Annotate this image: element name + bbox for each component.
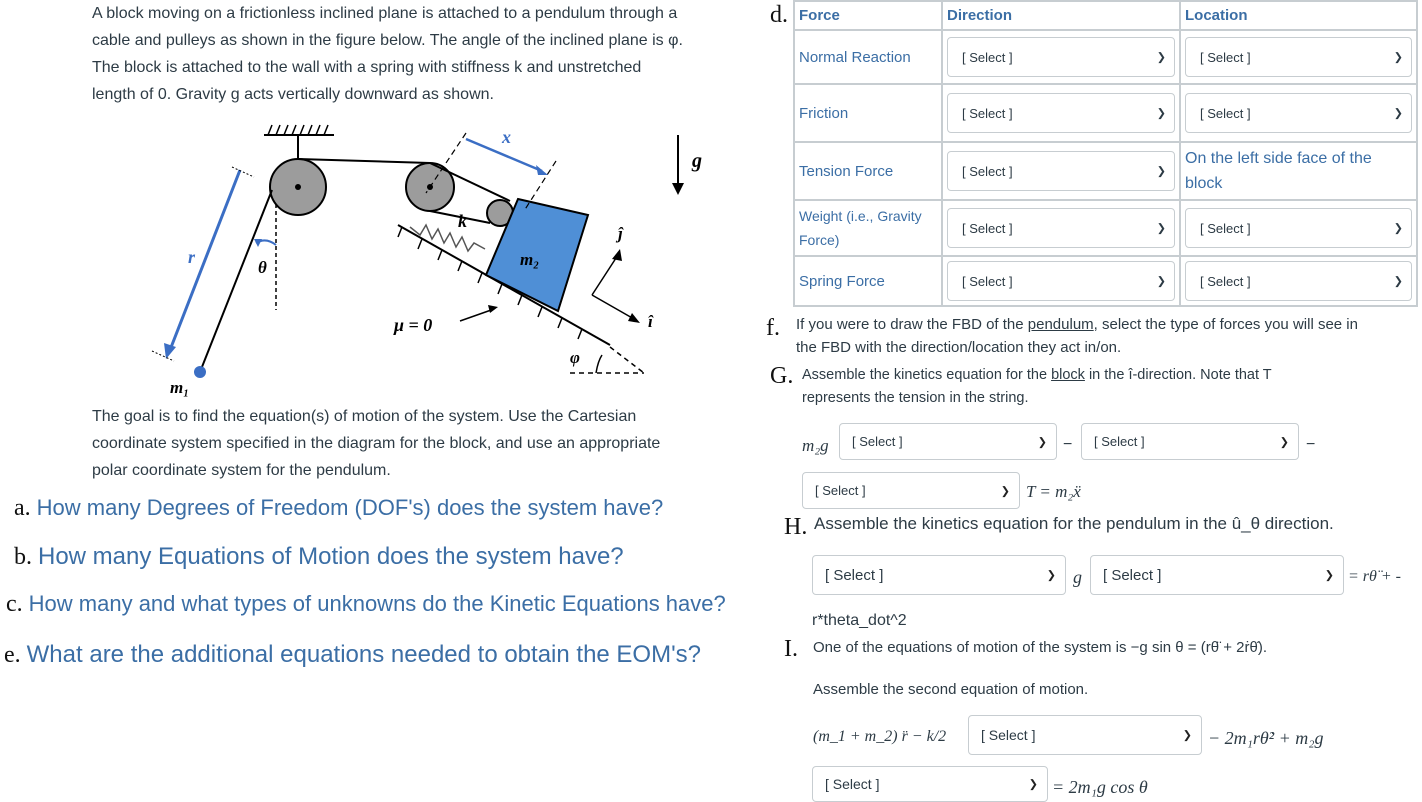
label-j: ĵ [618, 224, 623, 243]
label-g: g [692, 150, 702, 172]
table-row [794, 142, 1417, 200]
i-eq-prefix: (m_1 + m_2) r̈ − k/2 [813, 728, 947, 745]
question-mark: c. [6, 591, 23, 617]
header-direction: Direction [942, 1, 1180, 30]
section-h-text: Assemble the kinetics equation for the pendulum in the û_θ direction. [814, 514, 1334, 533]
pendulum-link[interactable]: pendulum [1027, 316, 1094, 333]
table-row [794, 30, 1417, 84]
direction-select[interactable]: [ Select ] ❯ [947, 151, 1175, 191]
i-select-2[interactable]: [ Select ] ❯ [812, 766, 1048, 802]
block-link[interactable]: block [1051, 367, 1085, 383]
section-f-text: If you were to draw the FBD of the pendulum, select the type of forces you will see in the FBD with the direction/location they act in/on. [796, 316, 1358, 356]
location-text: On the left side face of the block [1180, 142, 1417, 200]
table-row [794, 200, 1417, 256]
intro-line: A block moving on a frictionless inclined plane is attached to a pendulum through a [92, 5, 678, 22]
section-g-text: Assemble the kinetics equation for the block in the î-direction. Note that T represents the tension in the string. [802, 367, 1272, 406]
goal-line: polar coordinate system for the pendulum. [92, 462, 391, 479]
chevron-down-icon: ❯ [1182, 729, 1192, 742]
label-i: î [648, 312, 653, 331]
direction-select[interactable]: [ Select ] ❯ [947, 261, 1175, 301]
g-select-3[interactable]: [ Select ] ❯ [802, 472, 1020, 509]
chevron-down-icon: ❯ [1156, 165, 1166, 178]
question-mark: b. [14, 544, 32, 570]
label-m1: m₁ [170, 378, 190, 397]
section-g-mark: G. [770, 363, 794, 389]
section-f-mark: f. [766, 315, 780, 341]
question-a [14, 495, 663, 522]
label-x: x [502, 127, 511, 147]
goal-line: The goal is to find the equation(s) of motion of the system. Use the Cartesian [92, 408, 637, 425]
chevron-down-icon: ❯ [1393, 222, 1403, 235]
label-m2: m₂ [520, 250, 540, 269]
section-i-line2: Assemble the second equation of motion. [813, 681, 1089, 698]
force-name: Weight (i.e., Gravity Force) [794, 200, 942, 256]
h-eq-suffix: = rθ̈ + - [1348, 568, 1402, 585]
g-eq-suffix: T = m₂ẍ [1026, 482, 1081, 501]
table-row [794, 84, 1417, 142]
h-select-1[interactable]: [ Select ] ❯ [812, 555, 1066, 595]
i-eq-suffix: = 2m₁g cos θ [1052, 777, 1148, 797]
direction-select[interactable]: [ Select ] ❯ [947, 208, 1175, 248]
chevron-down-icon: ❯ [1156, 222, 1166, 235]
goal-line: coordinate system specified in the diagram for the block, and use an appropriate [92, 435, 661, 452]
g-minus-2: − [1306, 436, 1316, 453]
chevron-down-icon: ❯ [1000, 485, 1010, 497]
label-r: r [188, 247, 196, 267]
header-location: Location [1180, 1, 1417, 30]
problem-intro [92, 0, 772, 108]
section-i-mark: I. [784, 636, 798, 662]
intro-line: cable and pulleys as shown in the figure below. The angle of the inclined plane is φ. [92, 32, 683, 49]
chevron-down-icon: ❯ [1393, 275, 1403, 288]
label-k: k [458, 211, 467, 231]
chevron-down-icon: ❯ [1324, 569, 1334, 582]
label-phi: φ [570, 348, 580, 367]
h-eq-mid: g [1073, 567, 1082, 587]
question-b [14, 543, 624, 571]
chevron-down-icon: ❯ [1046, 569, 1056, 582]
question-text: How many Equations of Motion does the system have? [38, 543, 624, 570]
chevron-down-icon: ❯ [1393, 107, 1403, 120]
chevron-down-icon: ❯ [1393, 51, 1403, 64]
g-select-1[interactable]: [ Select ] ❯ [839, 423, 1057, 460]
force-name: Tension Force [794, 142, 942, 200]
h-answer-text: r*theta_dot^2 [812, 612, 907, 629]
chevron-down-icon: ❯ [1156, 51, 1166, 64]
problem-goal [92, 403, 772, 484]
force-name: Normal Reaction [794, 30, 942, 84]
chevron-down-icon: ❯ [1037, 436, 1047, 448]
force-name: Spring Force [794, 256, 942, 306]
i-eq-mid: − 2m₁rθ̇² + m₂g [1208, 728, 1324, 748]
location-select[interactable]: [ Select ] ❯ [1185, 37, 1412, 77]
pendulum-mass [194, 366, 206, 378]
question-text: What are the additional equations needed to obtain the EOM's? [26, 641, 702, 668]
g-select-2[interactable]: [ Select ] ❯ [1081, 423, 1299, 460]
i-select-1[interactable]: [ Select ] ❯ [968, 715, 1202, 755]
question-mark: a. [14, 495, 31, 521]
system-figure [140, 115, 730, 400]
location-select[interactable]: [ Select ] ❯ [1185, 208, 1412, 248]
direction-select[interactable]: [ Select ] ❯ [947, 37, 1175, 77]
table-header-row [794, 1, 1417, 30]
g-eq-prefix: m₂g [802, 436, 829, 455]
question-e [4, 641, 701, 669]
label-theta: θ [258, 258, 267, 277]
chevron-down-icon: ❯ [1279, 436, 1289, 448]
section-i-line1: One of the equations of motion of the system is −g sin θ = (rθ̈ + 2ṙθ̇). [813, 639, 1267, 656]
table-row [794, 256, 1417, 306]
header-force: Force [794, 1, 942, 30]
label-mu: μ = 0 [394, 315, 433, 335]
question-text: How many and what types of unknowns do the Kinetic Equations have? [28, 591, 726, 616]
section-h-mark: H. [784, 514, 808, 540]
chevron-down-icon: ❯ [1028, 778, 1038, 791]
g-minus-1: − [1063, 436, 1073, 453]
chevron-down-icon: ❯ [1156, 107, 1166, 120]
force-name: Friction [794, 84, 942, 142]
intro-line: The block is attached to the wall with a spring with stiffness k and unstretched [92, 59, 642, 76]
location-select[interactable]: [ Select ] ❯ [1185, 93, 1412, 133]
direction-select[interactable]: [ Select ] ❯ [947, 93, 1175, 133]
h-select-2[interactable]: [ Select ] ❯ [1090, 555, 1344, 595]
question-text: How many Degrees of Freedom (DOF's) does the system have? [36, 495, 664, 520]
section-d-mark: d. [770, 2, 788, 28]
chevron-down-icon: ❯ [1156, 275, 1166, 288]
question-c [6, 591, 726, 618]
intro-line: length of 0. Gravity g acts vertically downward as shown. [92, 86, 494, 103]
location-select[interactable]: [ Select ] ❯ [1185, 261, 1412, 301]
force-table [793, 0, 1418, 307]
question-mark: e. [4, 642, 21, 668]
